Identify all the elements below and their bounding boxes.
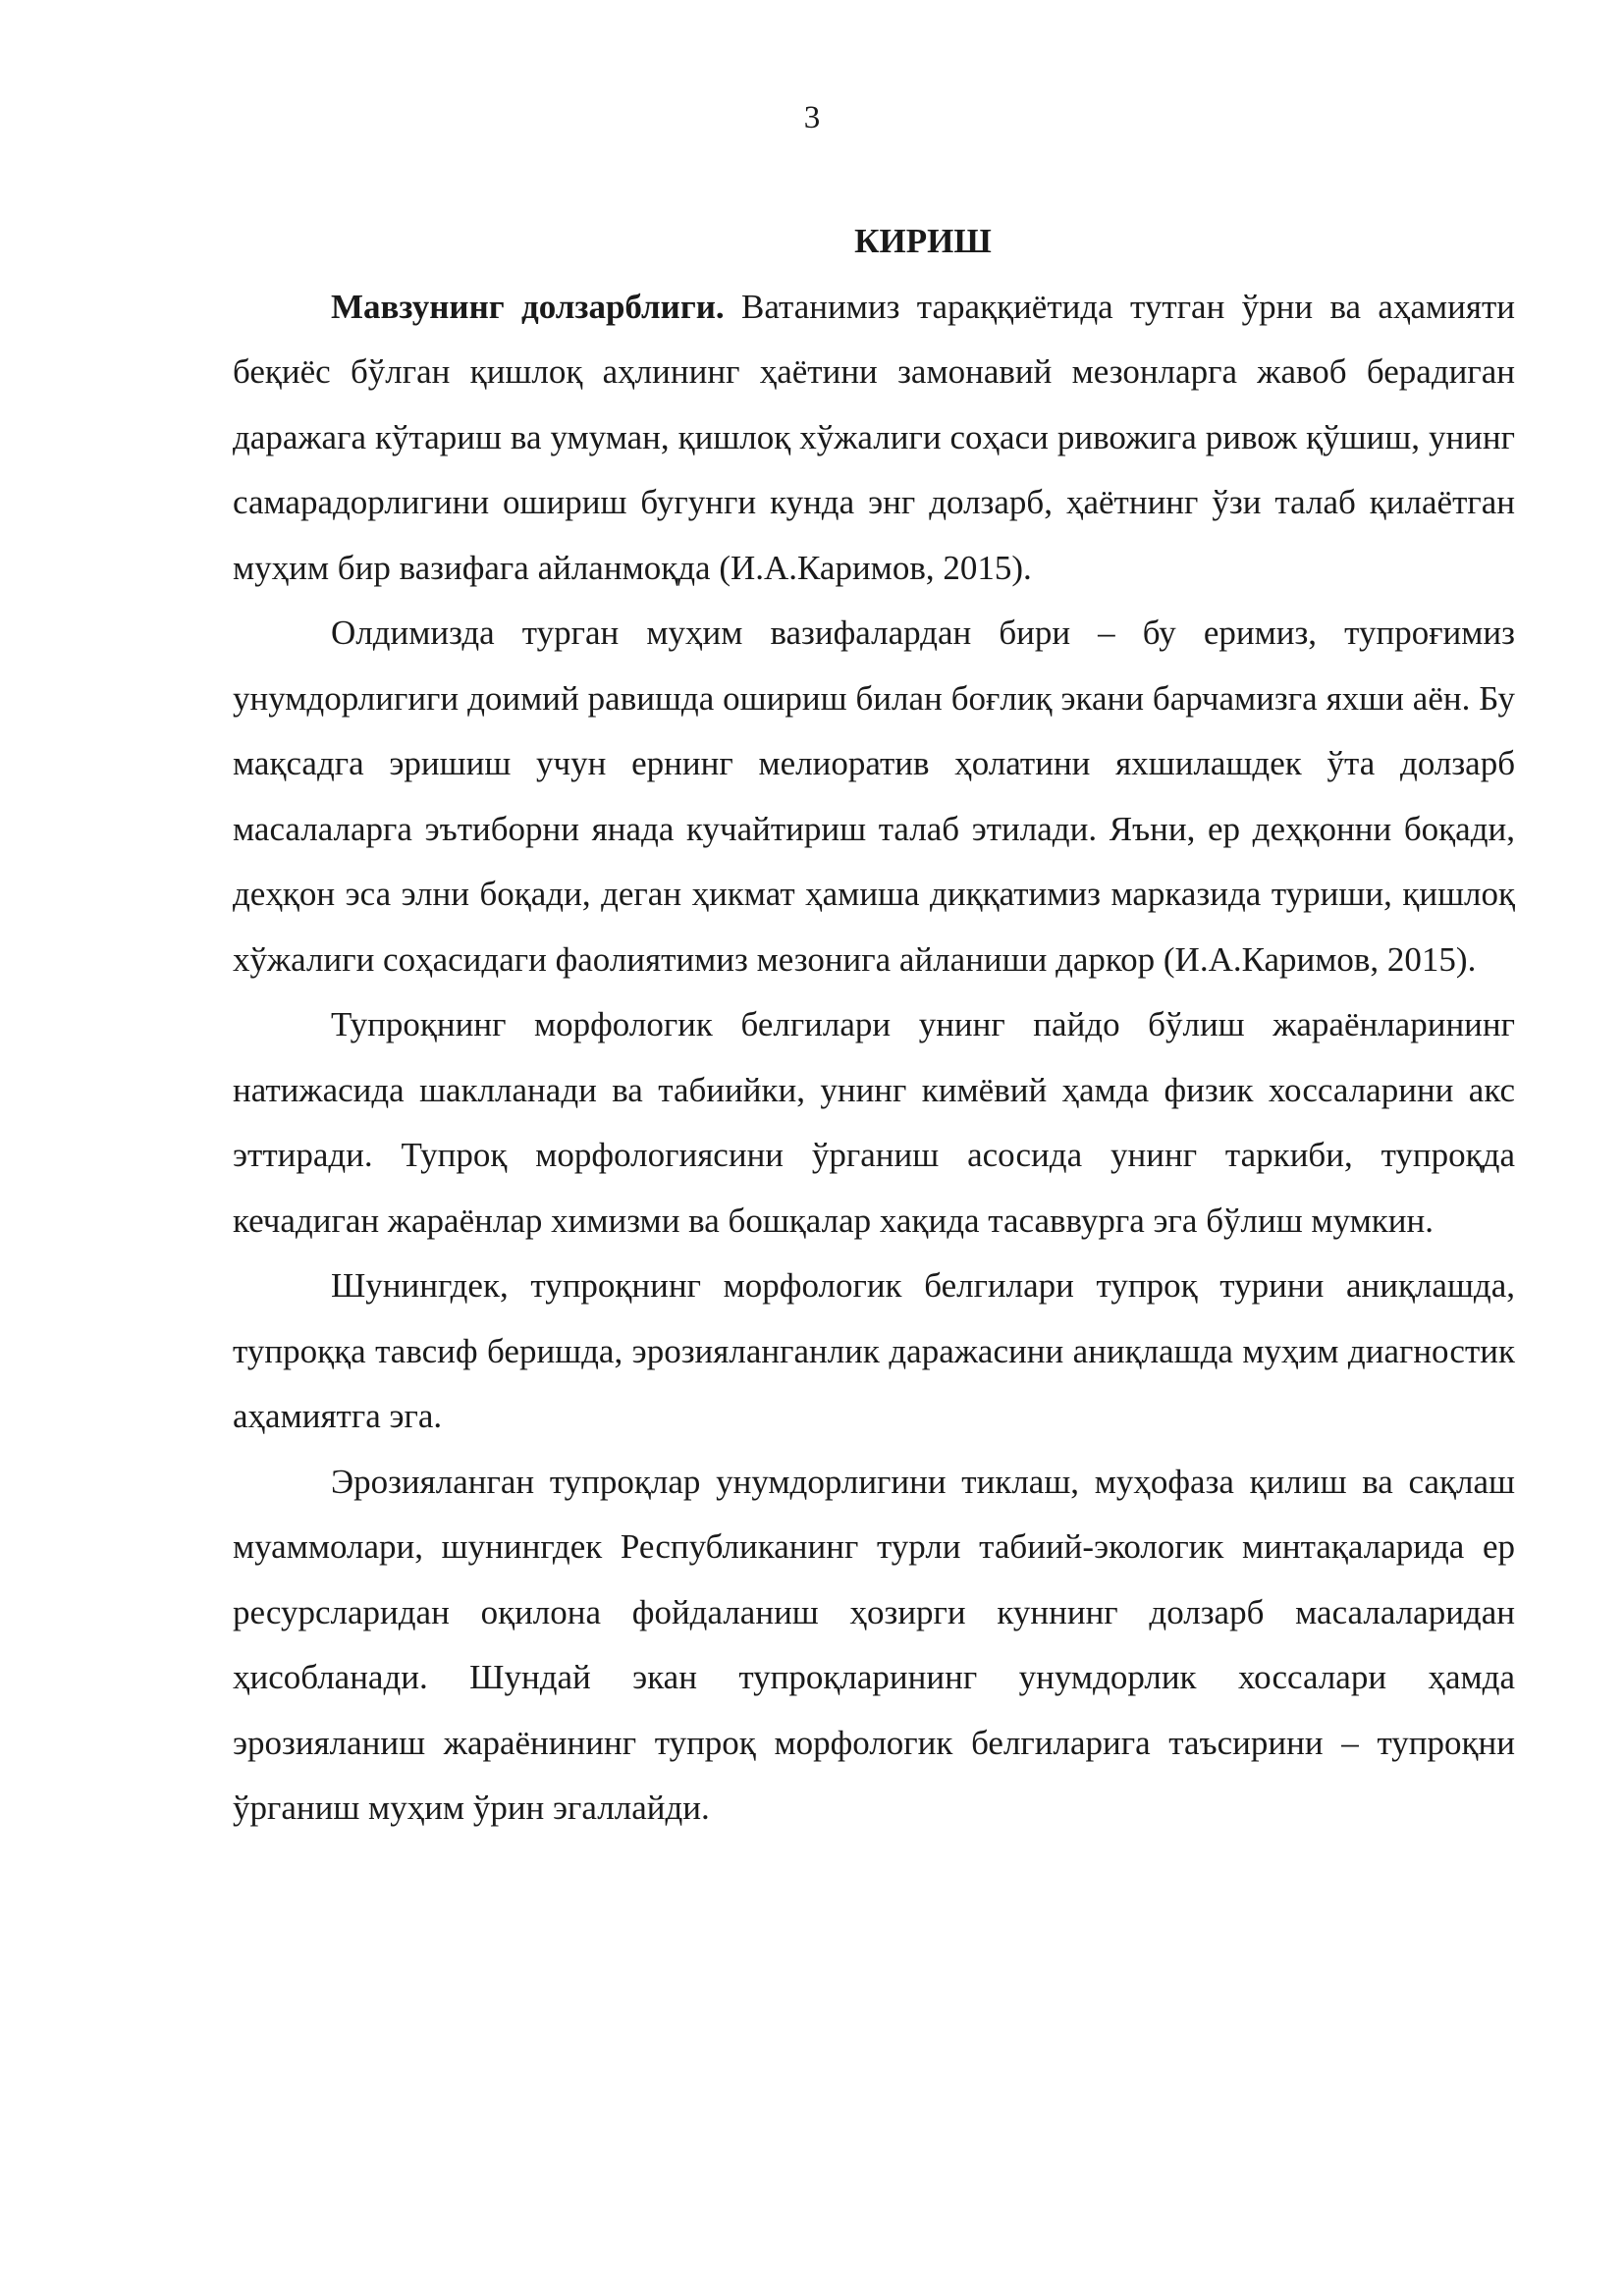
document-body — [233, 209, 1515, 1842]
paragraph-text: Тупроқнинг морфологик белгилари унинг пайдо бўлиш жараёнларининг натижасида шаклланади ва табиийки, унинг кимёвий ҳамда физик хоссаларини акс эттиради. Тупроқ морфологиясини ўрганиш асосида унинг таркиби, тупроқда кечадиган жараёнлар химизми ва бошқалар хақида тасаввурга эга бўлиш мумкин. — [233, 1005, 1515, 1240]
section-heading: КИРИШ — [854, 222, 992, 260]
paragraph-text: Эрозияланган тупроқлар унумдорлигини тиклаш, муҳофаза қилиш ва сақлаш муаммолари, шунингдек Республиканинг турли табиий-экологик минтақаларида ер ресурсларидан оқилона фойдаланиш ҳозирги куннинг долзарб масалаларидан ҳисобланади. Шундай экан тупроқларининг унумдорлик хоссалари ҳамда эрозияланиш жараёнининг тупроқ морфологик белгиларига таъсирини – тупроқни ўрганиш муҳим ўрин эгаллайди. — [233, 1462, 1515, 1827]
paragraph-text: Ватанимиз тараққиётида тутган ўрни ва аҳамияти беқиёс бўлган қишлоқ аҳлининг ҳаётини замонавий мезонларга жавоб берадиган даражага кўтариш ва умуман, қишлоқ хўжалиги соҳаси ривожига ривож қўшиш, унинг самарадорлигини ошириш бугунги кунда энг долзарб, ҳаётнинг ўзи талаб қилаётган муҳим бир вазифага айланмоқда (И.А.Каримов, 2015). — [233, 287, 1516, 587]
paragraph-lead-bold: Мавзунинг долзарблиги. — [331, 287, 725, 326]
paragraph-relevance — [233, 275, 1515, 602]
paragraph — [233, 1450, 1515, 1842]
paragraph-text: Шунингдек, тупроқнинг морфологик белгилари тупроқ турини аниқлашда, тупроққа тавсиф беришда, эрозияланганлик даражасини аниқлашда муҳим диагностик аҳамиятга эга. — [233, 1266, 1515, 1435]
paragraph-text: Олдимизда турган муҳим вазифалардан бири – бу еримиз, тупроғимиз унумдорлигиги доимий равишда ошириш билан боғлиқ экани барчамизга яхши аён. Бу мақсадга эришиш учун ернинг мелиоратив ҳолатини яхшилашдек ўта долзарб масалаларга эътиборни янада кучайтириш талаб этилади. Яъни, ер деҳқонни боқади, деҳқон эса элни боқади, деган ҳикмат ҳамиша диққатимиз марказида туриши, қишлоқ хўжалиги соҳасидаги фаолиятимиз мезонига айланиши даркор (И.А.Каримов, 2015). — [233, 614, 1515, 979]
paragraph — [233, 1254, 1515, 1450]
paragraph — [233, 992, 1515, 1254]
paragraph — [233, 601, 1515, 992]
page-number: 3 — [803, 100, 821, 135]
